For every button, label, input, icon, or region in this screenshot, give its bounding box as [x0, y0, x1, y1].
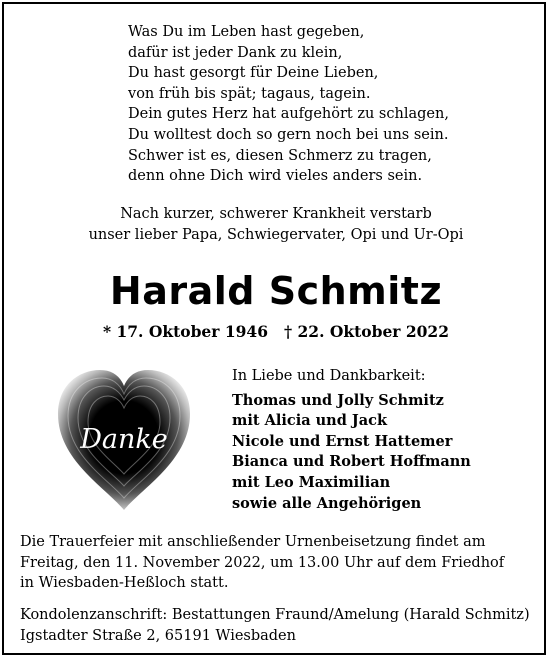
- poem-line: denn ohne Dich wird vieles anders sein.: [128, 168, 423, 185]
- funeral-line: Die Trauerfeier mit anschließender Urnenbeisetzung findet am: [20, 534, 486, 550]
- birth-date: * 17. Oktober 1946: [102, 322, 268, 341]
- mourner-name: Nicole und Ernst Hattemer: [232, 432, 453, 450]
- mourners-heading: In Liebe und Dankbarkeit:: [232, 368, 426, 384]
- death-date: † 22. Oktober 2022: [284, 322, 450, 341]
- mourners-block: [232, 366, 542, 514]
- heart-label: Danke: [80, 424, 168, 455]
- heart-image: [52, 366, 197, 516]
- poem: [128, 22, 528, 187]
- heart-icon: [52, 366, 197, 516]
- poem-line: dafür ist jeder Dank zu klein,: [128, 44, 343, 61]
- life-dates: [4, 322, 548, 342]
- obituary-notice: [2, 2, 546, 655]
- mourner-name: mit Alicia und Jack: [232, 412, 388, 430]
- poem-line: Schwer ist es, diesen Schmerz zu tragen,: [128, 147, 432, 164]
- poem-line: Was Du im Leben hast gegeben,: [128, 24, 365, 40]
- intro-line: unser lieber Papa, Schwiegervater, Opi und Ur-Opi: [88, 226, 464, 243]
- funeral-info: [20, 532, 535, 594]
- intro-line: Nach kurzer, schwerer Krankheit verstarb: [120, 206, 432, 222]
- condolence-line: Igstadter Straße 2, 65191 Wiesbaden: [20, 627, 296, 644]
- funeral-line: in Wiesbaden-Heßloch statt.: [20, 575, 229, 592]
- funeral-line: Freitag, den 11. November 2022, um 13.00 Uhr auf dem Friedhof: [20, 554, 505, 571]
- mourner-name: sowie alle Angehörigen: [232, 494, 422, 512]
- poem-line: Du wolltest doch so gern noch bei uns sein.: [128, 126, 449, 143]
- deceased-name: Harald Schmitz: [109, 269, 443, 313]
- poem-line: Dein gutes Herz hat aufgehört zu schlagen,: [128, 106, 449, 123]
- mourner-name: Bianca und Robert Hoffmann: [232, 453, 471, 471]
- intro-text: [4, 204, 548, 245]
- poem-line: von früh bis spät; tagaus, tagein.: [128, 85, 371, 102]
- condolence-address: [20, 605, 540, 646]
- condolence-line: Kondolenzanschrift: Bestattungen Fraund/Amelung (Harald Schmitz): [20, 607, 530, 623]
- poem-line: Du hast gesorgt für Deine Lieben,: [128, 65, 379, 82]
- mourner-name: Thomas und Jolly Schmitz: [232, 391, 444, 409]
- mourner-name: mit Leo Maximilian: [232, 473, 391, 491]
